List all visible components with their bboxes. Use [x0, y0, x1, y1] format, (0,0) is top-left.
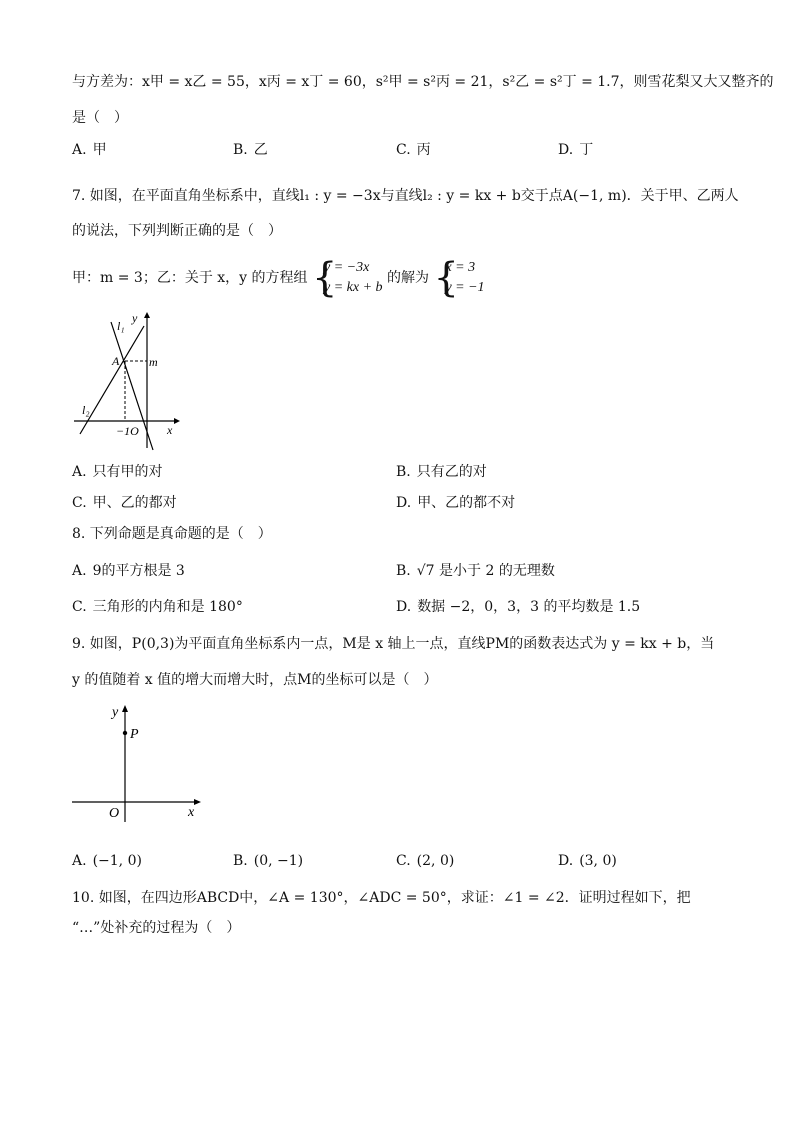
q7-label-l1: l₁ [117, 319, 125, 333]
q8-option-d[interactable]: D. 数据 −2，0，3，3 的平均数是 1.5 [396, 599, 641, 615]
q8-option-a[interactable]: A. 9的平方根是 3 [72, 563, 185, 579]
q7-label-a: A [112, 354, 120, 368]
q7-label-l2: l₂ [82, 403, 90, 417]
q6-option-b[interactable]: B. 乙 [233, 142, 268, 158]
q7-y-arrow [144, 312, 150, 318]
q7-figure [70, 310, 190, 455]
q7-statement-prefix: 甲：m = 3；乙：关于 x，y 的方程组 [72, 270, 308, 286]
q7-option-a[interactable]: A. 只有甲的对 [72, 464, 163, 480]
q9-label-p: P [130, 727, 139, 742]
q7-label-y: y [132, 311, 138, 325]
q6-stem-line2: 是（ ） [72, 110, 128, 126]
q7-equation-system: { y = −3x y = kx + b [312, 258, 383, 298]
q7-label-x: x [167, 423, 173, 437]
q9-figure [68, 700, 208, 825]
q9-option-a[interactable]: A. (−1, 0) [72, 853, 142, 869]
q9-label-o: O [109, 806, 120, 821]
q9-point-p [123, 731, 127, 735]
q10-stem-line1: 10. 如图，在四边形ABCD中，∠A = 130°，∠ADC = 50°，求证：∠1 = ∠2．证明过程如下，把 [72, 890, 691, 906]
q7-solution-system: { x = 3 y = −1 [433, 258, 484, 298]
q8-option-c[interactable]: C. 三角形的内角和是 180° [72, 599, 243, 615]
q10-stem-line2: “…”处补充的过程为（ ） [72, 920, 241, 936]
q7-x-arrow [174, 418, 180, 424]
q9-x-arrow [194, 799, 201, 805]
q7-option-c[interactable]: C. 甲、乙的都对 [72, 495, 177, 511]
q9-label-y: y [112, 705, 119, 720]
q6-stem-line1: 与方差为：x甲 = x乙 = 55，x丙 = x丁 = 60，s²甲 = s²丙 = 21，s²乙 = s²丁 = 1.7，则雪花梨又大又整齐的 [72, 74, 774, 90]
q6-option-d[interactable]: D. 丁 [558, 142, 594, 158]
q7-label-neg1o: −1O [116, 424, 139, 438]
q7-option-d[interactable]: D. 甲、乙的都不对 [396, 495, 516, 511]
q7-line-l2 [80, 326, 144, 434]
q7-stem-line2: 的说法，下列判断正确的是（ ） [72, 223, 282, 239]
q6-option-a[interactable]: A. 甲 [72, 142, 107, 158]
q9-y-arrow [122, 705, 128, 712]
q7-option-b[interactable]: B. 只有乙的对 [396, 464, 487, 480]
q7-label-m: m [149, 355, 158, 369]
q9-stem-line2: y 的值随着 x 值的增大而增大时，点M的坐标可以是（ ） [72, 672, 438, 688]
q7-stem-line3: 甲：m = 3；乙：关于 x，y 的方程组 { y = −3x y = kx + b 的解为 { x = 3 y = −1 [72, 256, 485, 300]
q9-option-d[interactable]: D. (3, 0) [558, 853, 617, 869]
q8-option-b[interactable]: B. √7 是小于 2 的无理数 [396, 563, 555, 579]
q9-label-x: x [188, 805, 195, 820]
q7-stem-line1: 7. 如图，在平面直角坐标系中，直线l₁ : y = −3x与直线l₂ : y = kx + b交于点A(−1, m)．关于甲、乙两人 [72, 188, 739, 204]
q6-option-c[interactable]: C. 丙 [396, 142, 431, 158]
q9-option-c[interactable]: C. (2, 0) [396, 853, 455, 869]
q9-stem-line1: 9. 如图，P(0,3)为平面直角坐标系内一点，M是 x 轴上一点，直线PM的函数表达式为 y = kx + b，当 [72, 636, 715, 652]
q9-option-b[interactable]: B. (0, −1) [233, 853, 304, 869]
q8-stem: 8. 下列命题是真命题的是（ ） [72, 526, 272, 542]
